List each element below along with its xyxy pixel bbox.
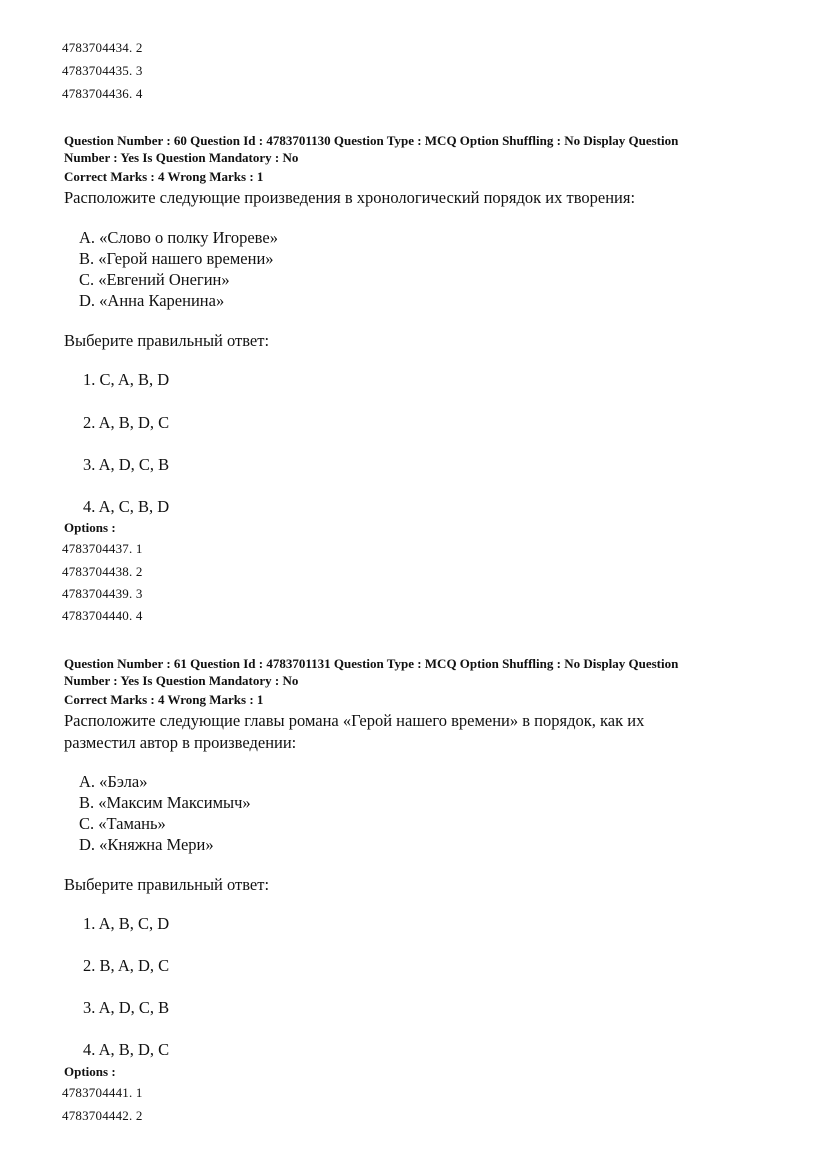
statement-d: D. «Княжна Мери»: [79, 835, 214, 854]
answer-choice-2[interactable]: 2. A, B, D, C: [83, 413, 170, 432]
answer-choice-4[interactable]: 4. A, B, D, C: [83, 1040, 170, 1059]
statement-a: A. «Бэла»: [79, 772, 148, 791]
question-marks: Correct Marks : 4 Wrong Marks : 1: [64, 169, 264, 184]
question-meta-line-1: Question Number : 60 Question Id : 4783701130 Question Type : MCQ Option Shuffling : No Display Question: [64, 133, 679, 148]
question-stem: Расположите следующие произведения в хронологический порядок их творения:: [64, 188, 636, 207]
options-label: Options :: [64, 1064, 116, 1079]
question-stem-line-1: Расположите следующие главы романа «Герой нашего времени» в порядок, как их: [64, 711, 645, 730]
statement-a: A. «Слово о полку Игореве»: [79, 228, 278, 247]
question-marks: Correct Marks : 4 Wrong Marks : 1: [64, 692, 264, 707]
statement-d: D. «Анна Каренина»: [79, 291, 225, 310]
option-id-line: 4783704437. 1: [62, 541, 143, 556]
answer-prompt: Выберите правильный ответ:: [64, 331, 270, 350]
answer-choice-4[interactable]: 4. A, C, B, D: [83, 497, 170, 516]
statement-b: B. «Герой нашего времени»: [79, 249, 274, 268]
option-id-line: 4783704441. 1: [62, 1085, 143, 1100]
question-meta-line-2: Number : Yes Is Question Mandatory : No: [64, 673, 299, 688]
statement-c: C. «Евгений Онегин»: [79, 270, 230, 289]
statement-c: C. «Тамань»: [79, 814, 166, 833]
answer-prompt: Выберите правильный ответ:: [64, 875, 270, 894]
option-id-line: 4783704440. 4: [62, 608, 143, 623]
answer-choice-1[interactable]: 1. C, A, B, D: [83, 370, 170, 389]
answer-choice-3[interactable]: 3. A, D, C, B: [83, 998, 170, 1017]
options-label: Options :: [64, 520, 116, 535]
question-meta-line-2: Number : Yes Is Question Mandatory : No: [64, 150, 299, 165]
question-meta-line-1: Question Number : 61 Question Id : 4783701131 Question Type : MCQ Option Shuffling : No Display Question: [64, 656, 679, 671]
answer-choice-3[interactable]: 3. A, D, C, B: [83, 455, 170, 474]
statement-b: B. «Максим Максимыч»: [79, 793, 251, 812]
option-id-line: 4783704439. 3: [62, 586, 143, 601]
option-id-line: 4783704438. 2: [62, 564, 143, 579]
question-stem-line-2: разместил автор в произведении:: [64, 733, 297, 752]
option-id-line: 4783704435. 3: [62, 63, 143, 78]
option-id-line: 4783704434. 2: [62, 40, 143, 55]
answer-choice-1[interactable]: 1. A, B, C, D: [83, 914, 170, 933]
option-id-line: 4783704442. 2: [62, 1108, 143, 1123]
answer-choice-2[interactable]: 2. B, A, D, C: [83, 956, 170, 975]
option-id-line: 4783704436. 4: [62, 86, 143, 101]
